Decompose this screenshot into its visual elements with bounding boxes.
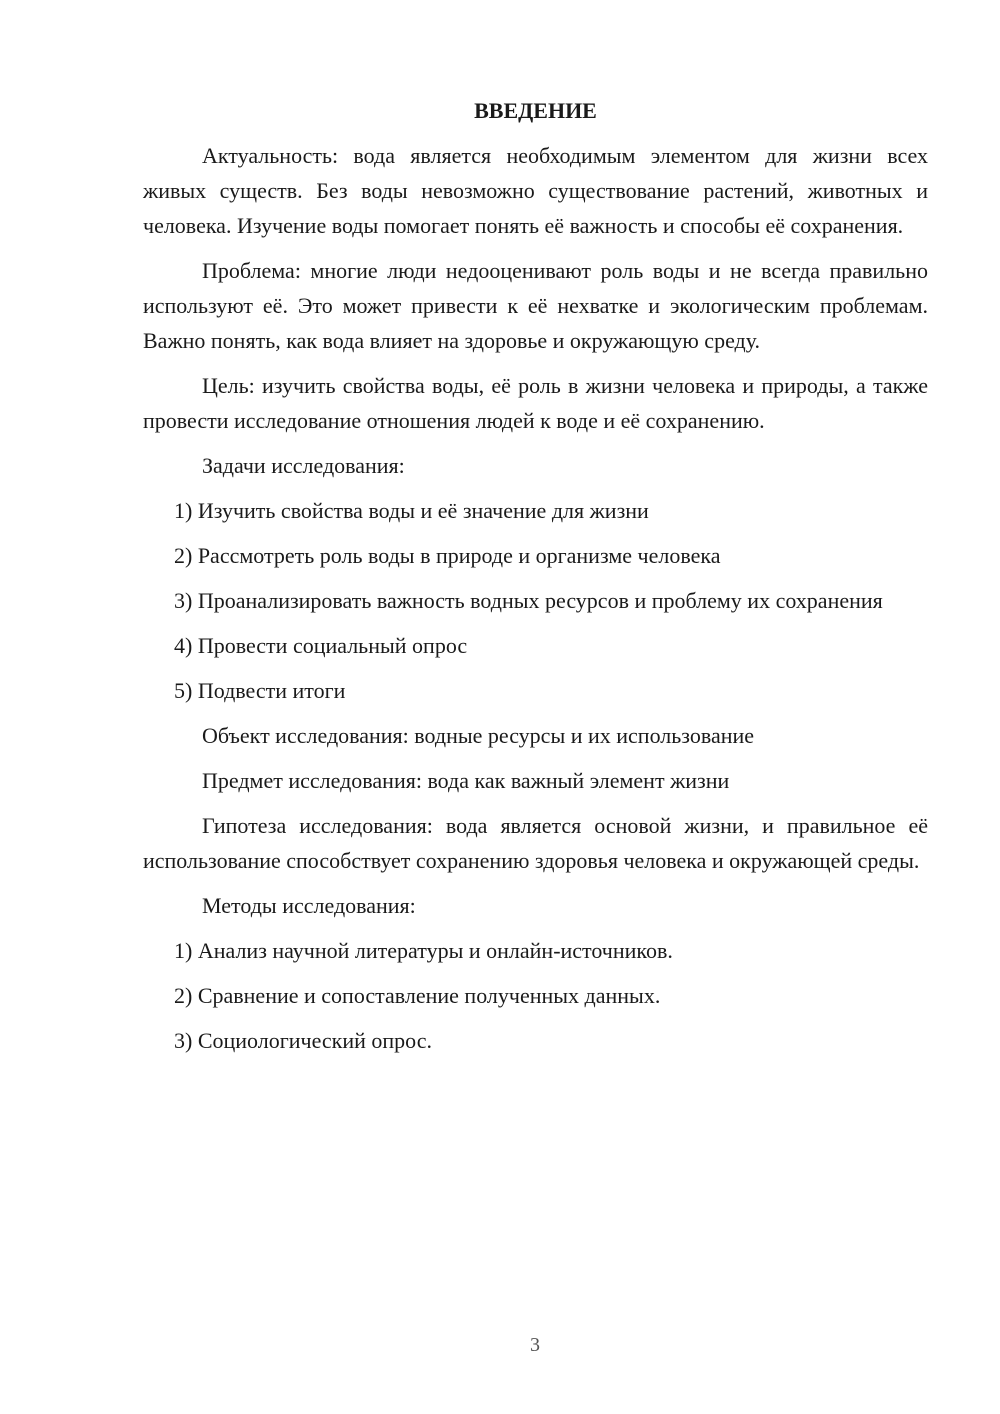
method-item: 1) Анализ научной литературы и онлайн-источников. <box>174 938 673 963</box>
document-body <box>143 96 928 1068</box>
page-number: 3 <box>530 1334 540 1356</box>
tasks-heading: Задачи исследования: <box>202 453 405 478</box>
task-item: 3) Проанализировать важность водных ресурсов и проблему их сохранения <box>174 588 883 613</box>
problem-paragraph: Проблема: многие люди недооценивают роль воды и не всегда правильно используют её. Это может привести к её нехватке и экологическим проблемам. Важно понять, как вода влияет на здоровье и окружающую среду. <box>143 258 928 353</box>
page-title: ВВЕДЕНИЕ <box>474 98 597 123</box>
relevance-paragraph: Актуальность: вода является необходимым элементом для жизни всех живых существ. Без воды невозможно существование растений, животных и человека. Изучение воды помогает понять её важность и способы её сохранения. <box>143 143 928 238</box>
hypothesis-paragraph: Гипотеза исследования: вода является основой жизни, и правильное её использование способствует сохранению здоровья человека и окружающей среды. <box>143 813 928 873</box>
method-item: 2) Сравнение и сопоставление полученных данных. <box>174 983 661 1008</box>
methods-heading: Методы исследования: <box>202 893 416 918</box>
goal-paragraph: Цель: изучить свойства воды, её роль в жизни человека и природы, а также провести исследование отношения людей к воде и её сохранению. <box>143 373 928 433</box>
task-item: 2) Рассмотреть роль воды в природе и организме человека <box>174 543 721 568</box>
task-item: 4) Провести социальный опрос <box>174 633 468 658</box>
task-item: 5) Подвести итоги <box>174 678 346 703</box>
subject-paragraph: Предмет исследования: вода как важный элемент жизни <box>202 768 730 793</box>
method-item: 3) Социологический опрос. <box>174 1028 432 1053</box>
object-paragraph: Объект исследования: водные ресурсы и их использование <box>202 723 755 748</box>
task-item: 1) Изучить свойства воды и её значение для жизни <box>174 498 649 523</box>
